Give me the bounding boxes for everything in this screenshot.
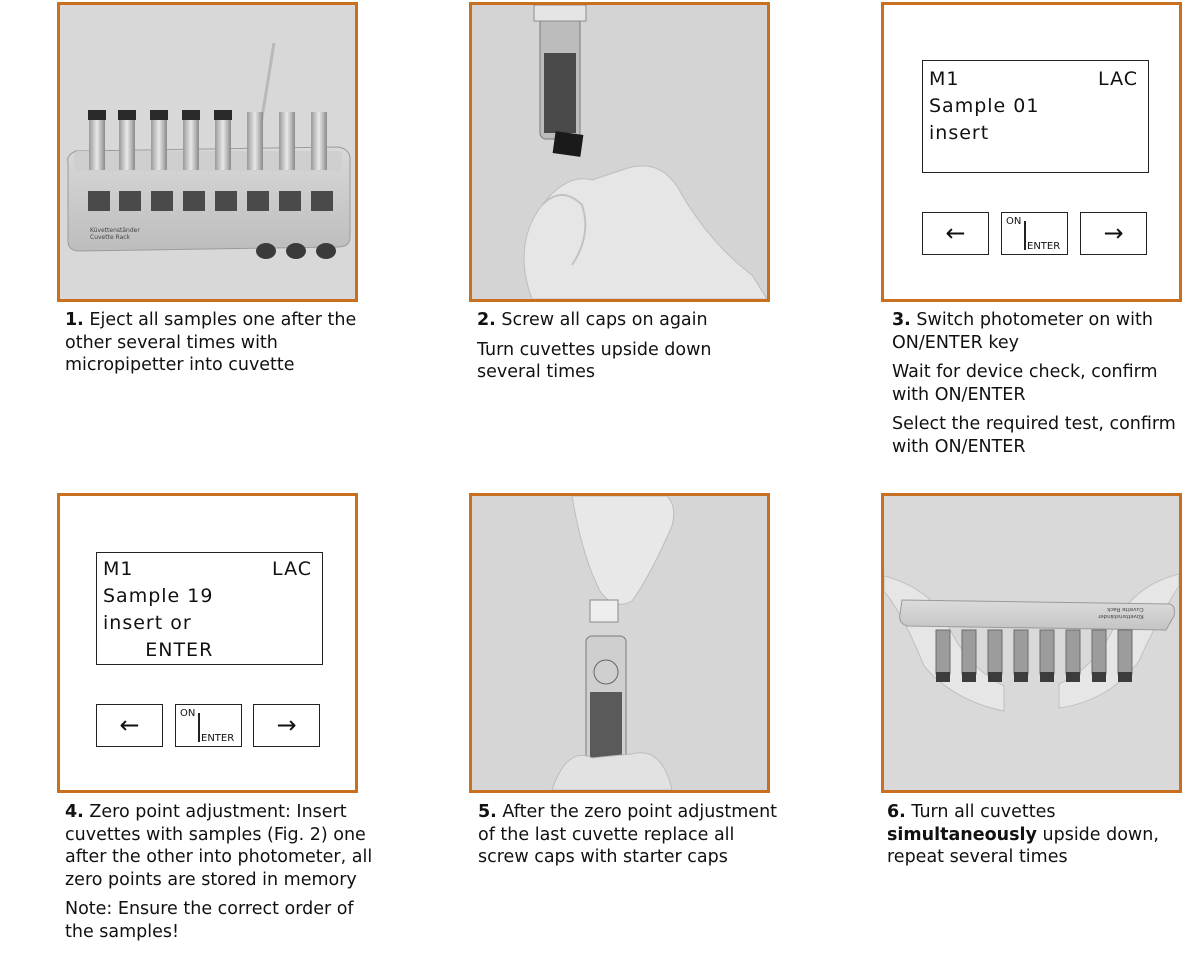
left-arrow-key[interactable] xyxy=(922,212,989,255)
step-text: Switch photometer on with ON/ENTER key xyxy=(892,310,1153,353)
step-text: Select the required test, confirm with ON/ENTER xyxy=(892,414,1176,457)
step-6-figure xyxy=(881,493,1182,793)
arrow-left-icon: ← xyxy=(945,219,966,247)
step-2-figure xyxy=(469,2,770,302)
display-line: Sample 01 xyxy=(929,95,1040,117)
display-line: insert xyxy=(929,122,990,144)
step-4-figure xyxy=(57,493,358,793)
step-text: Eject all samples one after the other several times with micropipetter into cuvette xyxy=(65,310,357,375)
step-6-caption xyxy=(887,801,1187,876)
key-divider xyxy=(1024,221,1026,250)
display-line: M1 xyxy=(929,68,960,90)
arrow-right-icon: → xyxy=(1103,219,1124,247)
step-text: Turn all cuvettes xyxy=(911,802,1056,822)
inverted-rack-photo xyxy=(884,496,1179,790)
starter-cap-photo xyxy=(472,496,767,790)
step-number: 2. xyxy=(477,310,496,330)
on-enter-key[interactable] xyxy=(175,704,242,747)
right-arrow-key[interactable] xyxy=(253,704,320,747)
emphasis-text: simultaneously xyxy=(887,824,1037,845)
step-text: Note: Ensure the correct order of the samples! xyxy=(65,899,354,942)
step-text: upside down, repeat several times xyxy=(887,824,1159,867)
step-text: After the zero point adjustment of the last cuvette replace all screw caps with starter caps xyxy=(478,802,778,867)
step-2-caption xyxy=(477,309,777,391)
step-number: 5. xyxy=(478,802,497,822)
key-divider xyxy=(198,713,200,742)
step-4-caption xyxy=(65,801,380,950)
display-line: M1 xyxy=(103,558,134,580)
step-3-figure xyxy=(881,2,1182,302)
step-text: Screw all caps on again xyxy=(501,310,708,330)
display-line-right: LAC xyxy=(272,558,312,580)
cuvette-in-hand-photo xyxy=(472,5,767,299)
right-arrow-key[interactable] xyxy=(1080,212,1147,255)
step-number: 6. xyxy=(887,802,906,822)
step-text: Zero point adjustment: Insert cuvettes with samples (Fig. 2) one after the other into photometer, all zero points are stored in memory xyxy=(65,802,373,890)
arrow-left-icon: ← xyxy=(119,711,140,739)
step-number: 3. xyxy=(892,310,911,330)
step-1-figure xyxy=(57,2,358,302)
display-line-right: LAC xyxy=(1098,68,1138,90)
step-5-caption xyxy=(478,801,778,876)
cuvette-rack-photo xyxy=(60,5,355,299)
enter-label: ENTER xyxy=(1027,241,1061,252)
step-number: 1. xyxy=(65,310,84,330)
on-label: ON xyxy=(180,708,196,719)
step-1-caption xyxy=(65,309,365,384)
display-line: Sample 19 xyxy=(103,585,214,607)
photometer-display xyxy=(96,552,323,665)
step-3-caption xyxy=(892,309,1187,465)
display-line: insert or xyxy=(103,612,192,634)
left-arrow-key[interactable] xyxy=(96,704,163,747)
step-text: Wait for device check, confirm with ON/ENTER xyxy=(892,362,1158,405)
rack-logo: Küvettenständer Cuvette Rack xyxy=(90,227,140,241)
step-text: Turn cuvettes upside down several times xyxy=(477,339,712,382)
photometer-display xyxy=(922,60,1149,173)
step-number: 4. xyxy=(65,802,84,822)
step-5-figure xyxy=(469,493,770,793)
arrow-right-icon: → xyxy=(276,711,297,739)
rack-logo: Küvettenständer Cuvette Rack xyxy=(1098,606,1144,619)
on-label: ON xyxy=(1006,216,1022,227)
enter-label: ENTER xyxy=(201,733,235,744)
display-line: ENTER xyxy=(103,639,214,661)
on-enter-key[interactable] xyxy=(1001,212,1068,255)
